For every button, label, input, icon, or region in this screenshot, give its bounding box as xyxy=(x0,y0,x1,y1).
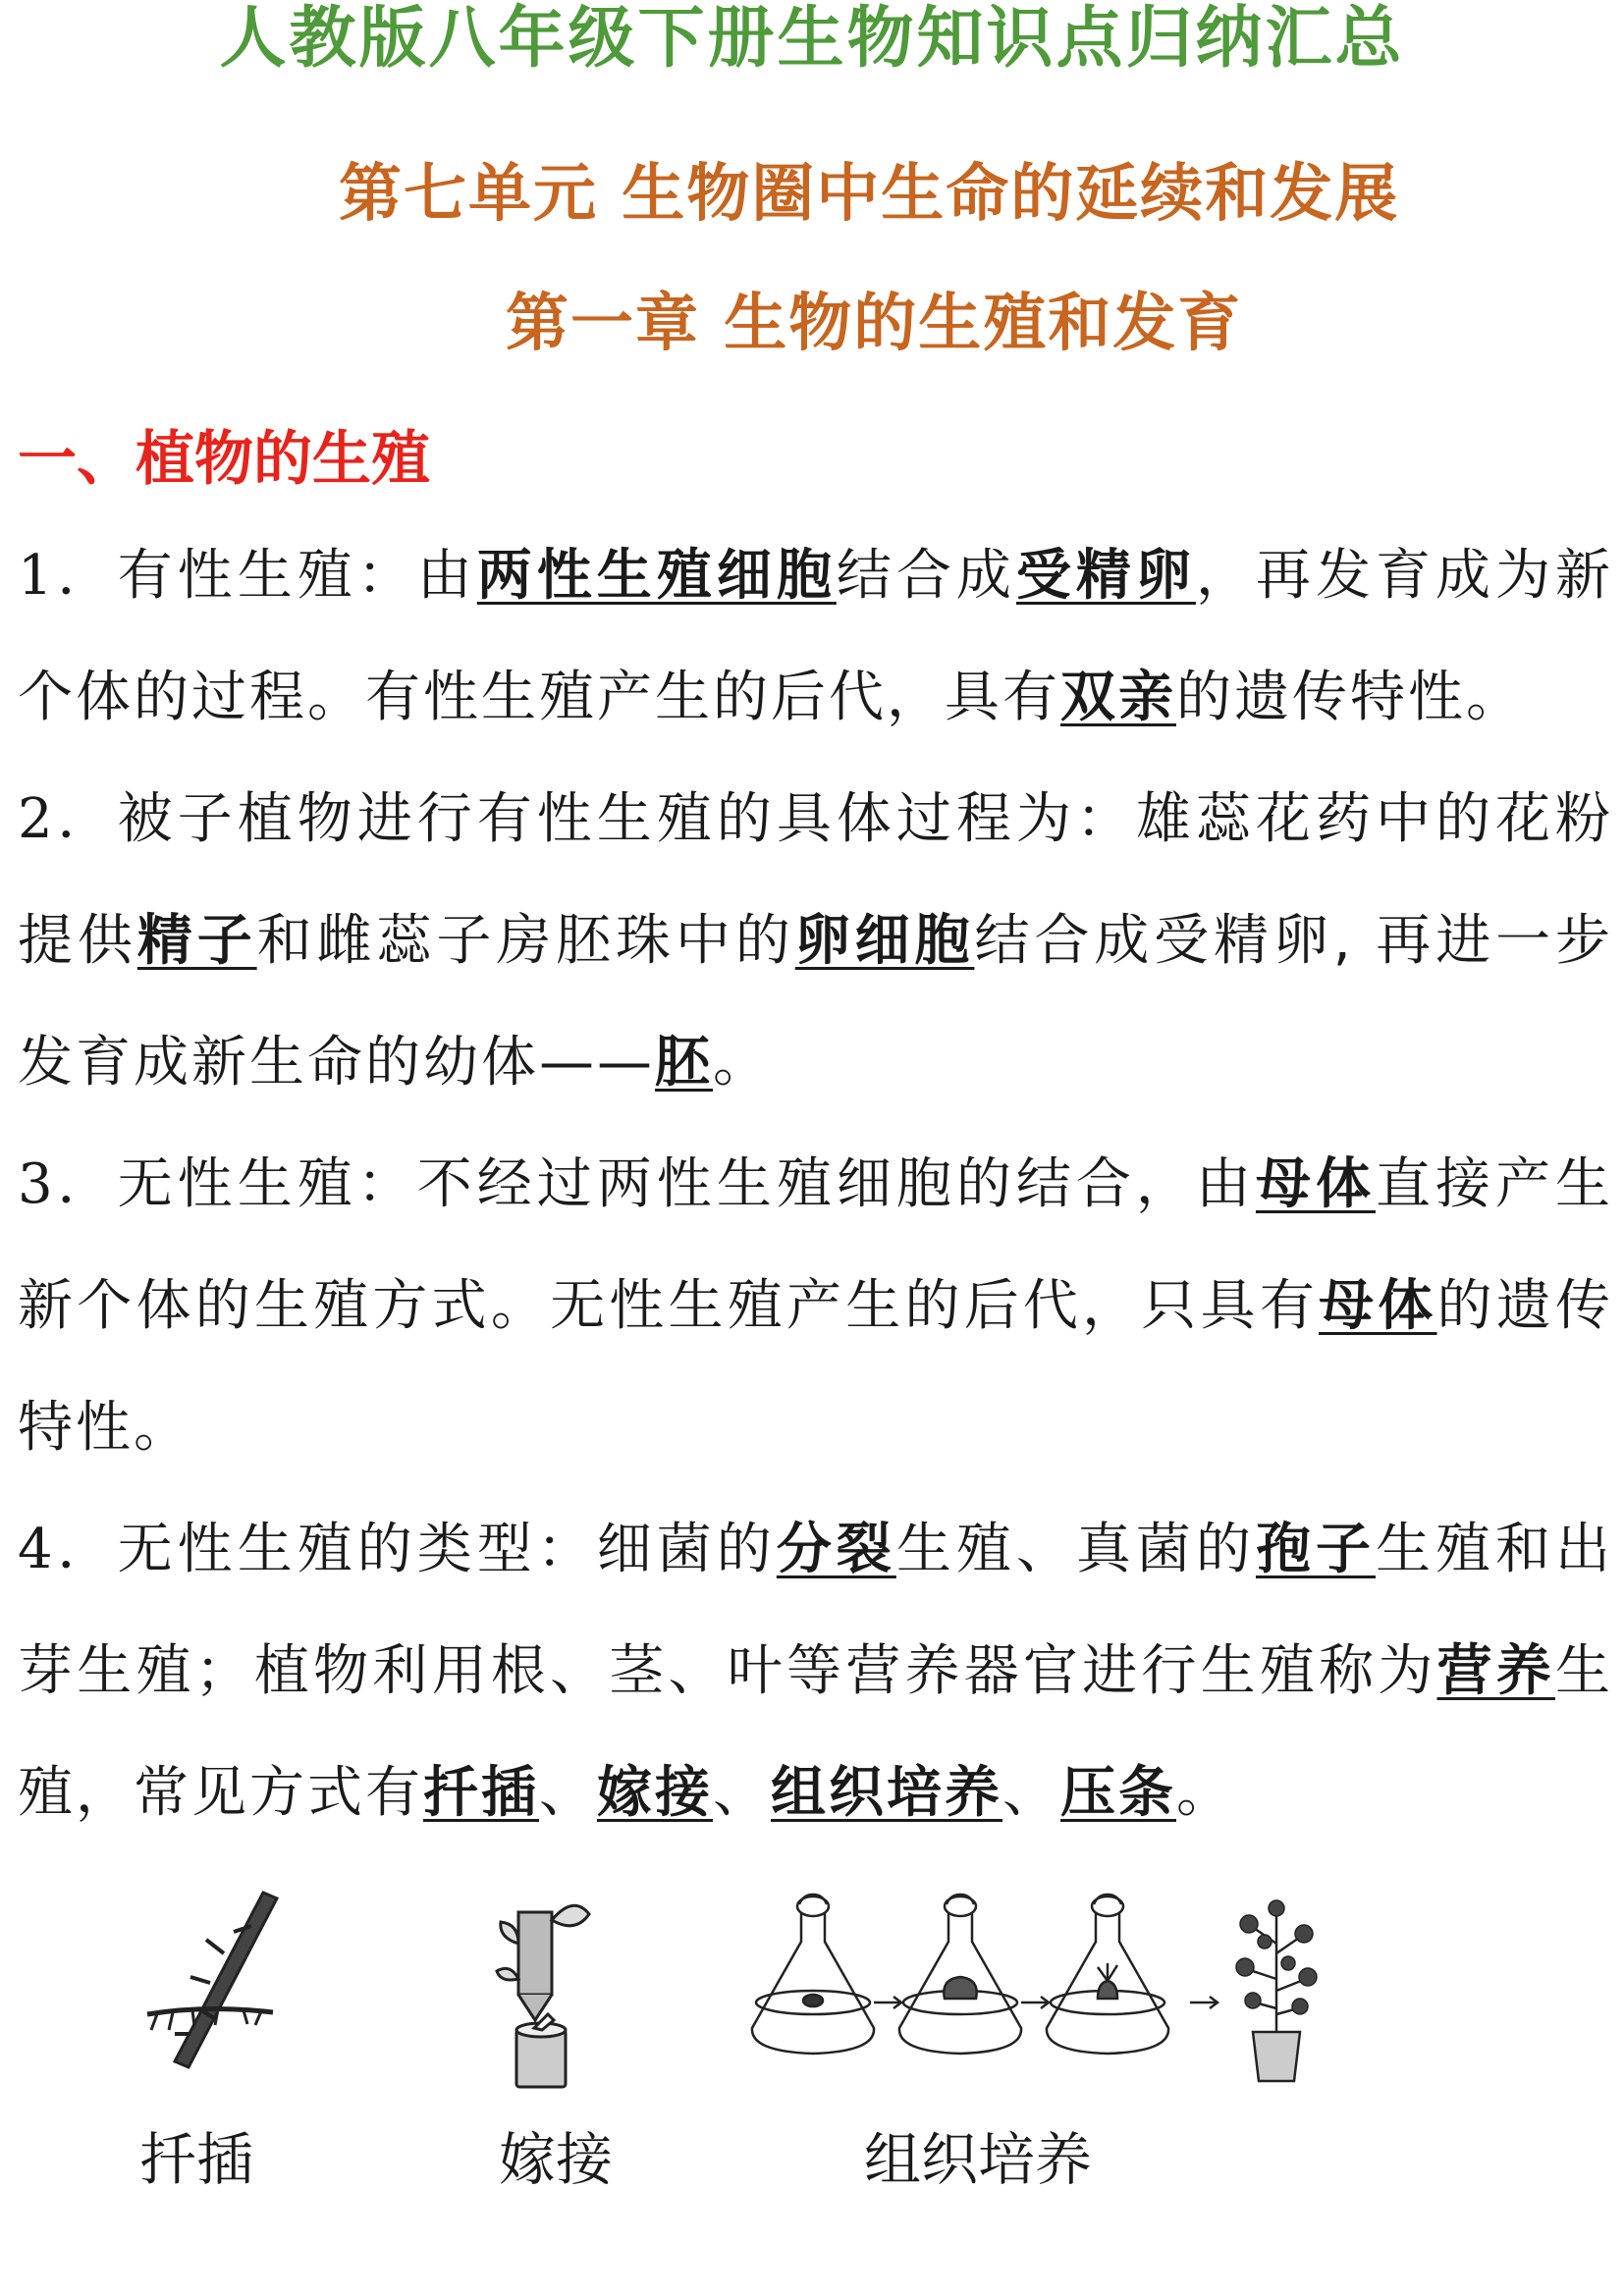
keyword: 分裂 xyxy=(776,1518,896,1581)
text: 、 xyxy=(713,1761,771,1825)
caption-cutting: 扦插 xyxy=(139,2126,254,2193)
item-number: 4． xyxy=(18,1518,118,1581)
text: 。 xyxy=(1176,1761,1234,1825)
text: ，再发育成为新个体的过程。有性生殖产生的后代，具有 xyxy=(18,544,1614,729)
text: 、 xyxy=(539,1761,597,1825)
cutting-illustration xyxy=(147,1893,277,2067)
text: 。 xyxy=(713,1031,771,1095)
item-number: 1． xyxy=(18,544,118,608)
grafting-illustration xyxy=(497,1905,589,2087)
unit-heading: 第七单元 生物圈中生命的延续和发展 xyxy=(339,158,1400,231)
keyword: 两性生殖细胞 xyxy=(476,544,837,608)
keyword: 双亲 xyxy=(1060,666,1176,729)
potted-plant xyxy=(1236,1900,1317,2081)
text: 直接产生新个体的生殖方式。无性生殖产生的后代，只具有 xyxy=(18,1152,1614,1338)
text: 生殖，常见方式有 xyxy=(18,1639,1614,1825)
keyword: 压条 xyxy=(1060,1761,1176,1825)
text: 被子植物进行有性生殖的具体过程为：雄蕊花药中的花粉提供 xyxy=(18,787,1614,973)
flask-2 xyxy=(899,1895,1021,2054)
body-text xyxy=(18,515,1613,1854)
text: 、 xyxy=(1002,1761,1060,1825)
keyword: 精子 xyxy=(136,909,257,973)
caption-tissue-culture: 组织培养 xyxy=(864,2126,1093,2193)
flask-3 xyxy=(1047,1895,1168,2054)
text: 生殖和出芽生殖；植物利用根、茎、叶等营养器官进行生殖称为 xyxy=(18,1518,1614,1703)
text: 结合成 xyxy=(836,544,1016,608)
paragraph-1 xyxy=(18,515,1613,759)
text: 结合成受精卵, 再进一步发育成新生命的幼体—— xyxy=(18,909,1614,1095)
flask-1 xyxy=(752,1895,874,2054)
keyword: 卵细胞 xyxy=(794,909,975,973)
paragraph-3 xyxy=(18,1124,1613,1489)
arrow-icon xyxy=(874,1997,1218,2008)
text: 有性生殖：由 xyxy=(117,544,477,608)
keyword: 母体 xyxy=(1319,1274,1437,1338)
section-heading: 一、植物的生殖 xyxy=(18,425,430,494)
text: 无性生殖的类型：细菌的 xyxy=(117,1518,777,1581)
text: 和雌蕊子房胚珠中的 xyxy=(256,909,795,973)
keyword: 嫁接 xyxy=(597,1761,713,1825)
text: 的遗传特性。 xyxy=(1176,666,1524,729)
text: 的遗传特性。 xyxy=(18,1274,1614,1460)
paragraph-4 xyxy=(18,1489,1613,1854)
keyword: 孢子 xyxy=(1255,1518,1376,1581)
paragraph-2 xyxy=(18,759,1613,1124)
document-title: 人教版八年级下册生物知识点归纳汇总 xyxy=(219,0,1405,78)
keyword: 扦插 xyxy=(423,1761,539,1825)
text: 生殖、真菌的 xyxy=(895,1518,1256,1581)
caption-grafting: 嫁接 xyxy=(499,2126,614,2193)
keyword: 受精卵 xyxy=(1015,544,1196,608)
keyword: 母体 xyxy=(1255,1152,1376,1216)
chapter-heading: 第一章 生物的生殖和发育 xyxy=(506,288,1243,360)
keyword: 组织培养 xyxy=(771,1761,1002,1825)
text: 无性生殖：不经过两性生殖细胞的结合，由 xyxy=(117,1152,1256,1216)
propagation-illustrations xyxy=(0,1885,1624,2277)
keyword: 营养 xyxy=(1436,1639,1556,1703)
keyword: 胚 xyxy=(655,1031,713,1095)
tissue-culture-illustration xyxy=(752,1895,1317,2081)
item-number: 3． xyxy=(18,1152,118,1216)
item-number: 2． xyxy=(18,787,118,851)
